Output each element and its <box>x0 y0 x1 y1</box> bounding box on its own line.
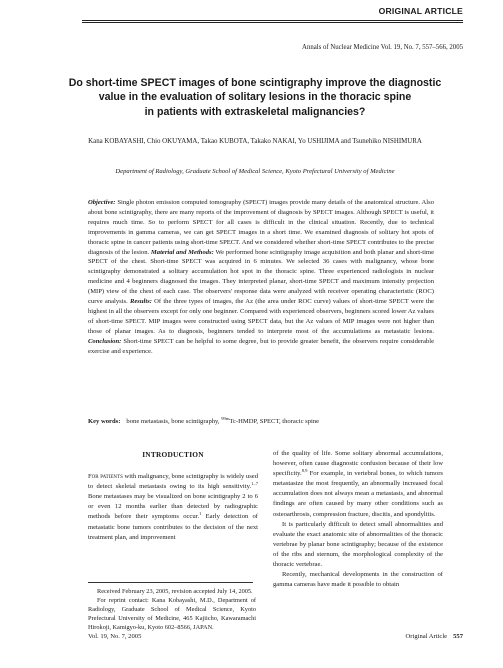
body-text: For example, in vertebral bones, to which tumors metastasize the most frequently, an abnormally increased focal accumulation does not always mean a metastasis, and abnormal findings are often caused by many other conditions such as osteoarthrosis, compression fracture, discitis, and spondylitis. <box>273 470 443 518</box>
methods-label: Material and Methods: <box>150 248 214 256</box>
citation-ref: 1 <box>199 511 202 517</box>
citation-ref: 8,9 <box>301 468 308 473</box>
footnotes <box>88 588 256 633</box>
results-text: Of the three types of images, the Az (the area under ROC curve) values of short-time SPECT were the highest in all the observers except for only one beginner. Compared with experienced observers, beginners scored lower Az values of short-time SPECT. MIP images were constructed using SPECT data, but the Az values of MIP images were not higher than those of planar images. As to diagnosis, beginners tended to interprete most of the accumulations as metastatic lesions. <box>88 298 434 335</box>
affiliation: Department of Radiology, Graduate School of Medical Science, Kyoto Prefectural University of Medicine <box>115 168 395 175</box>
header-rule-bottom <box>82 22 463 23</box>
footer-label: Original Article <box>405 633 448 640</box>
keywords-label: Key words: <box>88 418 121 425</box>
header-rule-top <box>82 20 463 21</box>
intro-paragraph <box>88 472 258 543</box>
footer-page-info <box>406 633 463 640</box>
keywords-text-pre: bone metastasis, bone scintigraphy, <box>126 418 222 425</box>
body-paragraph: It is particularly difficult to detect small abnormalities and evaluate the exact anatomic site of abnormalities of the thoracic vertebrae by planar bone scintigraphy; because of the existence of the ribs and sternum, the morphological complexity of the thoracic vertebrae. <box>273 520 443 569</box>
page-number: 557 <box>453 633 463 640</box>
section-label: ORIGINAL ARTICLE <box>378 6 463 16</box>
left-column <box>88 450 258 543</box>
footnote-rule <box>88 582 253 583</box>
reprint-note: For reprint contact: Kana Kobayashi, M.D., Department of Radiology, Graduate School of Medical Science, Kyoto Prefectural University of Medicine, 465 Kajiicho, Kawaramachi Hirokoji, Kamigyo-ku, Kyoto 602–8566, JAPAN. <box>88 596 256 631</box>
intro-text-c: Early detection of metastatic bone tumors contributes to the decision of the next treatment plan, and improvement <box>88 513 258 541</box>
title-line: value in the evaluation of solitary lesions in the thoracic spine <box>98 91 412 104</box>
body-paragraph <box>273 449 443 520</box>
intro-lead: For patients <box>88 473 123 481</box>
isotope-superscript: 99m <box>221 415 230 421</box>
right-column <box>273 449 443 590</box>
received-note: Received February 23, 2005, revision accepted July 14, 2005. <box>97 588 253 595</box>
citation-ref: 1–7 <box>251 481 258 486</box>
author-list: Kana KOBAYASHI, Chio OKUYAMA, Takao KUBOTA, Takako NAKAI, Yo USHIJIMA and Tsunehiko NISHIMURA <box>88 138 422 145</box>
keywords-text-post: Tc-HMDP, SPECT, thoracic spine <box>229 418 320 425</box>
keywords <box>88 415 434 425</box>
title-line: Do short-time SPECT images of bone scintigraphy improve the diagnostic <box>68 77 442 89</box>
body-paragraph: Recently, mechanical developments in the construction of gamma cameras have made it possible to obtain <box>273 571 443 589</box>
footer-volume: Vol. 19, No. 7, 2005 <box>88 633 142 640</box>
abstract <box>88 198 434 357</box>
body-text: of the quality of life. Some solitary abnormal accumulations, however, often cause diagnostic confusion because of their low specificity. <box>273 450 443 478</box>
conclusion-label: Conclusion: <box>88 337 122 345</box>
objective-text: Single photon emission computed tomography (SPECT) images provide many details of the anatomical structure. Also about bone scintigraphy, there are many reports of the improvement of diagnosis by SPECT images. Although SPECT is useful, it requires much time. So to perform SPECT for all cases is difficult in the clinical situation. Recently, due to technical improvements in gamma cameras, we can get SPECT images in a short time. We examined diagnosis of solitary hot spots of thoracic spine in cancer patients using short-time SPECT. And we considered whether short-time SPECT contributes to the precise diagnosis of the lesion. <box>88 199 434 256</box>
conclusion-text: Short-time SPECT can be helpful to some degree, but to provide greater benefit, the observers require considerable exercise and experience. <box>88 337 434 355</box>
title-line: in patients with extraskeletal malignancies? <box>144 105 366 118</box>
article-title <box>50 76 460 119</box>
journal-citation: Annals of Nuclear Medicine Vol. 19, No. 7, 557–566, 2005 <box>302 44 463 51</box>
results-label: Results: <box>129 298 152 306</box>
methods-text: We performed bone scintigraphy image acquisition and both planar and short-time SPECT of the chest. Short-time SPECT was acquired in 6 minutes. We selected 36 cases with malignancy, whose bone scintigraphy demonstrated a solitary accumulation hot spot in the thoracic spine. Three experienced radiologists in nuclear medicine and 4 beginners diagnosed the images. They interpreted planar, short-time SPECT and maximum intensity projection (MIP) view of the chest of each case. The observers' response data were analyzed with receiver operating characteristic (ROC) curve analysis. <box>88 248 434 306</box>
intro-heading: INTRODUCTION <box>142 450 204 459</box>
objective-label: Objective: <box>88 199 116 206</box>
intro-text-b: Bone metastases may be visualized on bone scintigraphy 2 to 6 or even 12 months earlier than detected by radiographic methods before their symptoms occur. <box>88 493 258 521</box>
intro-text-a: with malignancy, bone scintigraphy is widely used to detect skeletal metastasis owing to its high sensitivity. <box>88 473 259 491</box>
